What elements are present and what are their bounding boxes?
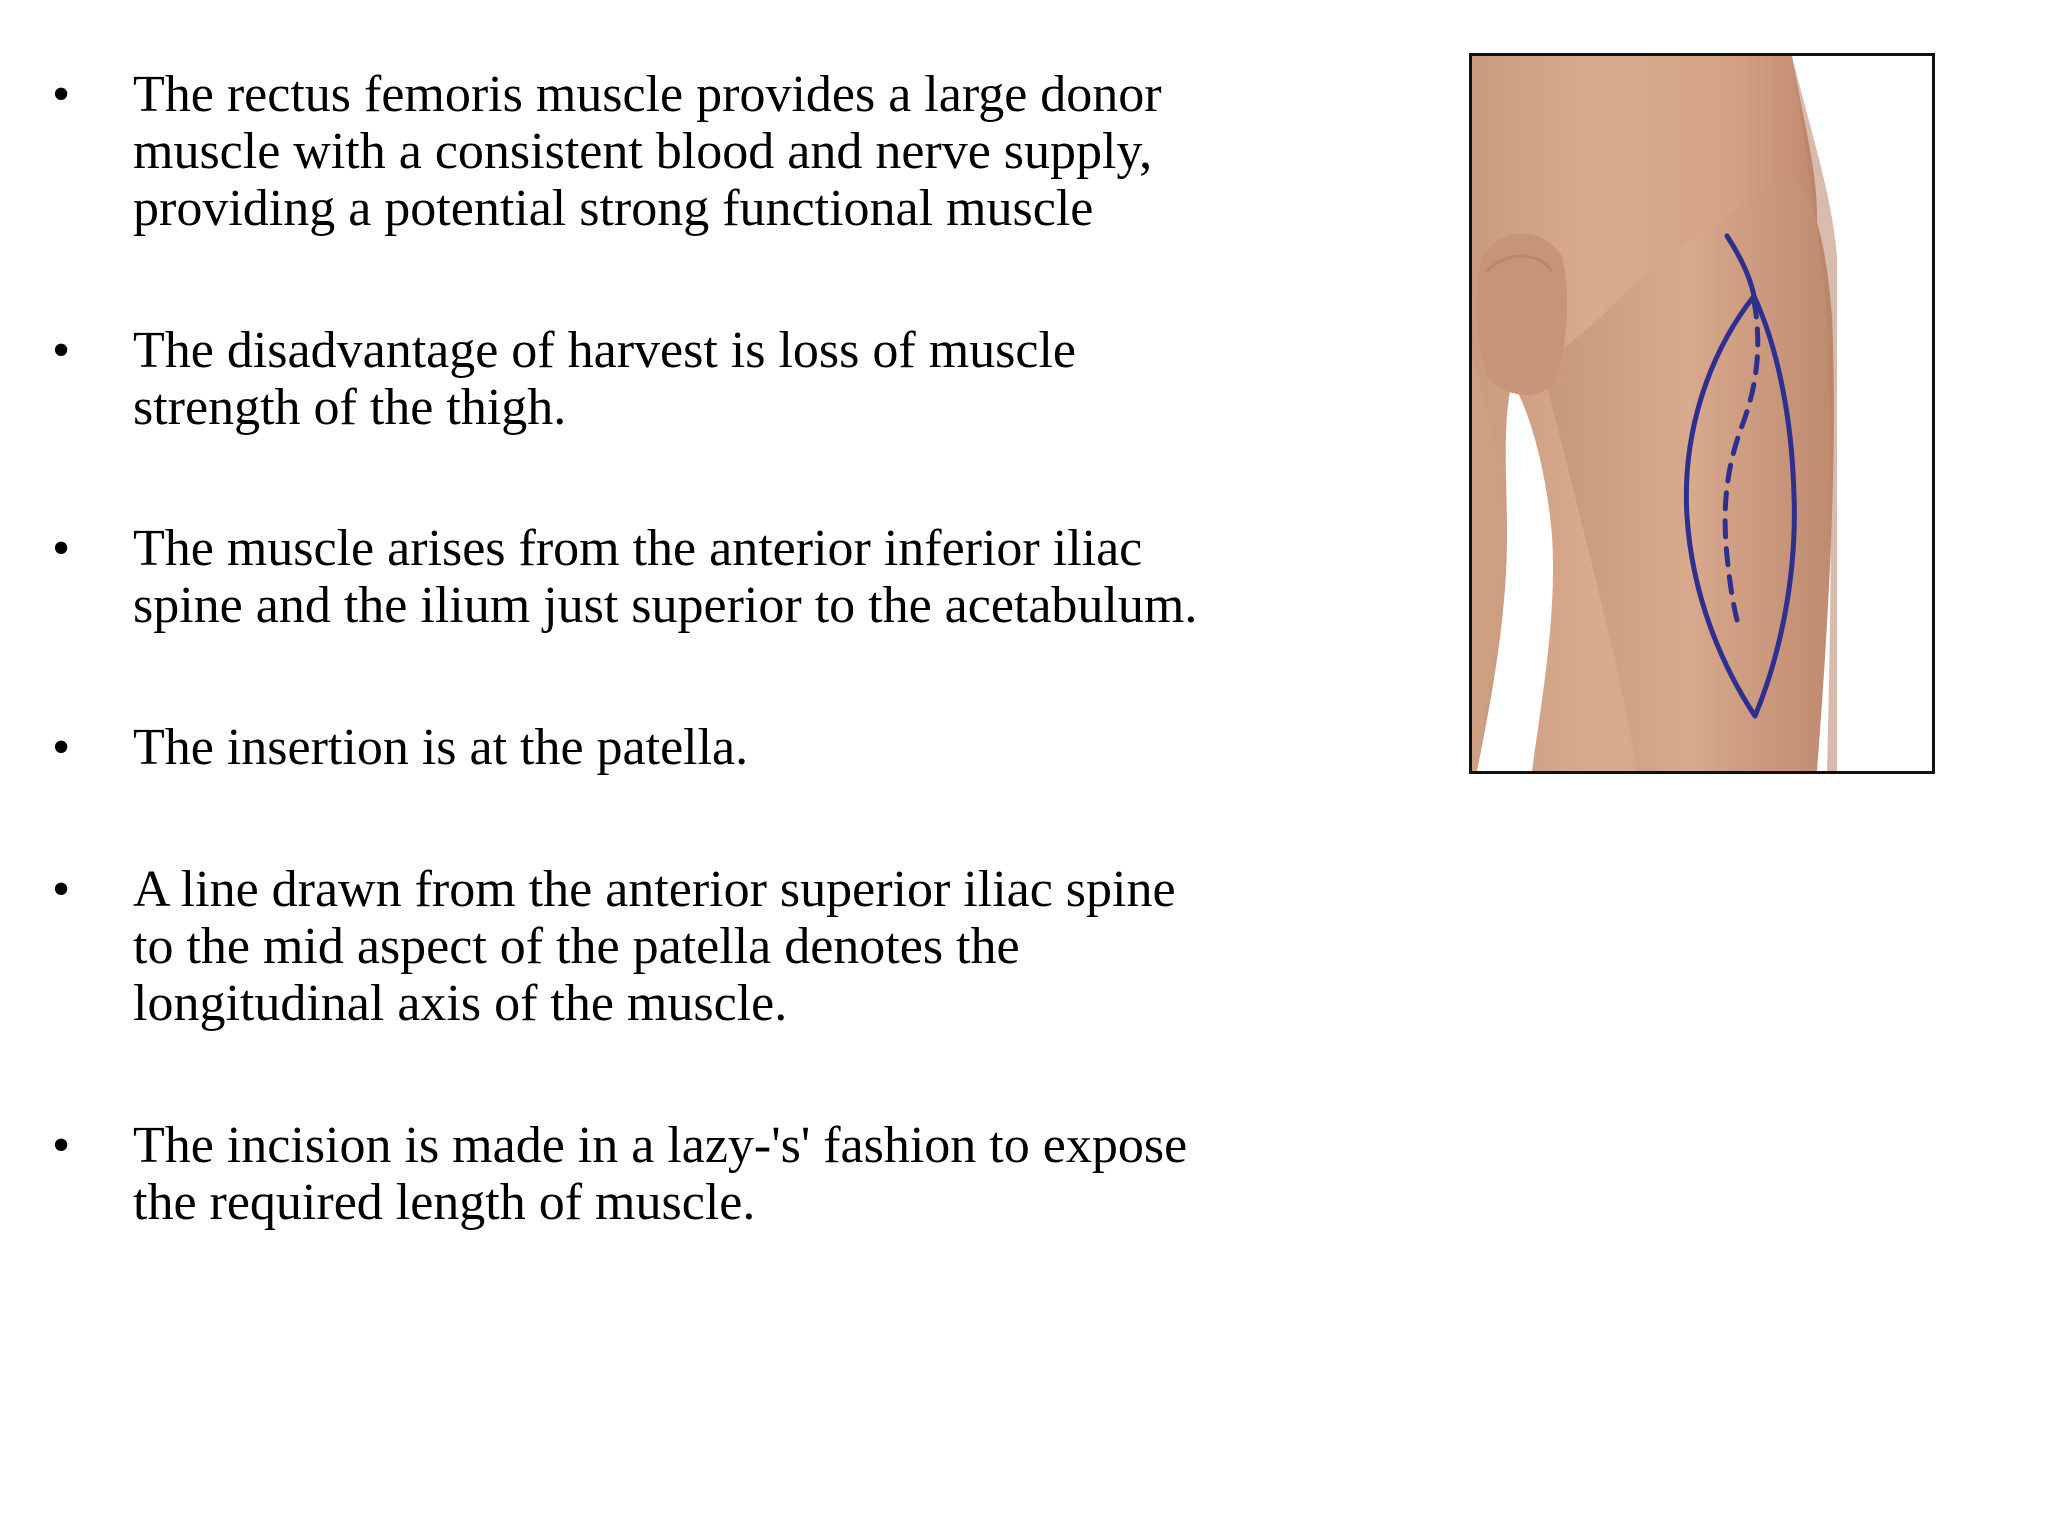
bullet-marker: • (52, 719, 71, 776)
bullet-text: The insertion is at the patella. (133, 719, 749, 776)
thigh-illustration (1469, 53, 1935, 774)
bullet-marker: • (52, 322, 71, 379)
bullet-marker: • (52, 1117, 71, 1174)
bullet-marker: • (52, 66, 71, 123)
bullet-text: A line drawn from the anterior superior iliac spine to the mid aspect of the patella denotes the longitudinal axis of the muscle. (133, 861, 1176, 1032)
bullet-marker: • (52, 861, 71, 918)
groin-shape (1477, 234, 1568, 395)
thigh-incision-drawing (1472, 56, 1932, 771)
bullet-text: The muscle arises from the anterior inferior iliac spine and the ilium just superior to the acetabulum. (133, 520, 1198, 634)
bullet-text: The rectus femoris muscle provides a large donor muscle with a consistent blood and nerve supply, providing a potential strong functional muscle (133, 66, 1162, 237)
bullet-marker: • (52, 520, 71, 577)
bullet-text: The disadvantage of harvest is loss of muscle strength of the thigh. (133, 322, 1076, 436)
bullet-text: The incision is made in a lazy-'s' fashion to expose the required length of muscle. (133, 1117, 1188, 1231)
